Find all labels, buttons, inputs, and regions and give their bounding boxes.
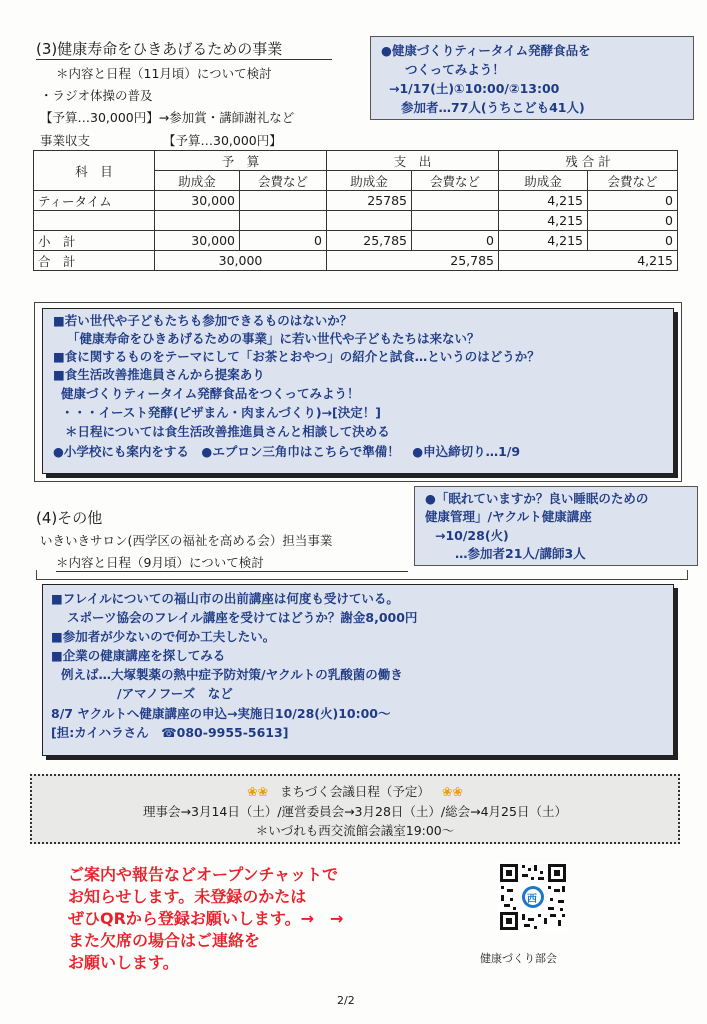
box1-line2: 「健康寿命をひきあげるための事業」に若い世代や子どもたちは来ない？ xyxy=(67,331,480,346)
cell xyxy=(240,211,327,231)
table-header-row xyxy=(34,151,678,171)
discussion-box-2 xyxy=(42,584,674,756)
header-balance: 残 合 計 xyxy=(499,151,678,171)
header-expense: 支 出 xyxy=(327,151,499,171)
notice-line2: お知らせします。未登録のかたは xyxy=(68,887,307,906)
sleep-note-line1: ●「眠れていますか？良い睡眠のための xyxy=(425,491,649,506)
section4-line2: ＊内容と日程（9月頃）について検討 xyxy=(56,553,408,572)
table-row xyxy=(34,191,678,211)
total-budget: 30,000 xyxy=(155,251,327,271)
table-row xyxy=(34,211,678,231)
cell: 4,215 xyxy=(499,231,588,251)
cell: 0 xyxy=(588,211,678,231)
notice-line4: また欠席の場合はご連絡を xyxy=(68,931,261,950)
section3-line1: ＊内容と日程（11月頃）について検討 xyxy=(56,66,272,81)
header-item: 科 目 xyxy=(34,151,155,191)
qr-center-logo: 西 xyxy=(527,894,537,905)
notice-line5: お願いします。 xyxy=(68,953,179,972)
table-row-subtotal xyxy=(34,231,678,251)
box2-line4: ■企業の健康講座を探してみる xyxy=(51,648,226,663)
box2-line3: ■参加者が少ないので何か工夫したい。 xyxy=(51,629,276,644)
section4-line1: いきいきサロン(西学区の福祉を高める会）担当事業 xyxy=(40,533,333,548)
box2-line7: 8/7 ヤクルトへ健康講座の申込→実施日10/28(火)10:00～ xyxy=(51,706,391,721)
qr-code[interactable] xyxy=(498,862,568,932)
box2-line5: 例えば…大塚製薬の熱中症予防対策/ヤクルトの乳酸菌の働き xyxy=(61,667,403,682)
box2-line1: ■フレイルについての福山市の出前講座は何度も受けている。 xyxy=(51,591,399,606)
flower-icon: ❀❀ xyxy=(441,784,463,799)
open-chat-notice xyxy=(68,864,343,974)
sleep-note-line2: 健康管理」/ヤクルト健康講座 xyxy=(425,509,592,524)
cell: 0 xyxy=(588,231,678,251)
notice-line3: ぜひQRから登録お願いします。→ → xyxy=(68,909,344,928)
cell: 25,785 xyxy=(327,231,412,251)
budget-table xyxy=(33,150,678,271)
total-expense: 25,785 xyxy=(327,251,499,271)
sleep-note-line4: …参加者21人/講師3人 xyxy=(455,546,586,561)
total-balance: 4,215 xyxy=(499,251,678,271)
box2-line8: [担:カイハラさん ☎080-9955-5613] xyxy=(51,725,289,740)
sub-grant: 助成金 xyxy=(327,171,412,191)
box1-line1: ■若い世代や子どもたちも参加できるものはないか？ xyxy=(53,313,353,328)
section3-title: (3)健康寿命をひきあげるための事業 xyxy=(36,38,332,60)
box2-line2: スポーツ協会のフレイル講座を受けてはどうか？謝金8,000円 xyxy=(67,610,418,625)
cell: 30,000 xyxy=(155,191,240,211)
notice-line1: ご案内や報告などオープンチャットで xyxy=(68,865,339,884)
cell xyxy=(240,191,327,211)
schedule-title-row xyxy=(32,782,678,800)
cell xyxy=(327,211,412,231)
sleep-note-line3: →10/28(火) xyxy=(435,528,509,543)
teatime-note xyxy=(370,36,694,120)
row-label: 合 計 xyxy=(34,251,155,271)
section4-title: (4)その他 xyxy=(36,509,103,527)
schedule-line1: 理事会→3月14日（土）/運営委員会→3月28日（土）/総会→4月25日（土） xyxy=(143,804,567,819)
cell: 0 xyxy=(588,191,678,211)
section3-line3: 【予算…30,000円】→参加賞・講師謝礼など xyxy=(40,110,295,125)
sub-grant: 助成金 xyxy=(155,171,240,191)
flower-icon: ❀❀ xyxy=(247,784,269,799)
page-number: 2/2 xyxy=(337,994,355,1007)
teatime-note-line2: つくってみよう！ xyxy=(405,62,505,77)
sleep-note xyxy=(414,486,698,566)
teatime-note-line1: ●健康づくりティータイム発酵食品を xyxy=(381,43,591,58)
section4-frame xyxy=(36,570,688,580)
sub-fee: 会費など xyxy=(412,171,499,191)
row-label: 小 計 xyxy=(34,231,155,251)
box1-line3: ■食に関するものをテーマにして「お茶とおやつ」の紹介と試食…というのはどうか？ xyxy=(53,349,540,364)
discussion-box-1 xyxy=(42,308,674,474)
cell: 0 xyxy=(240,231,327,251)
cell xyxy=(412,191,499,211)
cell: 4,215 xyxy=(499,211,588,231)
box1-line4: ■食生活改善推進員さんから提案あり xyxy=(53,367,265,382)
sub-grant: 助成金 xyxy=(499,171,588,191)
box1-line8: ●小学校にも案内をする ●エプロン三角巾はこちらで準備！ ●申込締切り…1/9 xyxy=(53,444,521,459)
teatime-note-line4: 参加者…77人(うちこども41人) xyxy=(401,100,585,115)
cell: 4,215 xyxy=(499,191,588,211)
row-label: ティータイム xyxy=(34,191,155,211)
cell: 30,000 xyxy=(155,231,240,251)
cell xyxy=(155,211,240,231)
cell xyxy=(412,211,499,231)
header-budget: 予 算 xyxy=(155,151,327,171)
sub-fee: 会費など xyxy=(240,171,327,191)
qr-caption: 健康づくり部会 xyxy=(480,952,557,965)
meeting-schedule xyxy=(30,774,680,844)
cell: 0 xyxy=(412,231,499,251)
section3-line2: ・ラジオ体操の普及 xyxy=(40,88,153,103)
box2-line6: /アマノフーズ など xyxy=(117,686,233,701)
cell: 25785 xyxy=(327,191,412,211)
table-row-total xyxy=(34,251,678,271)
teatime-note-line3: →1/17(土)①10:00/②13:00 xyxy=(389,81,560,96)
row-label xyxy=(34,211,155,231)
schedule-title: まちづく会議日程（予定） xyxy=(280,784,430,799)
sub-fee: 会費など xyxy=(588,171,678,191)
budget-value: 【予算…30,000円】 xyxy=(163,133,282,148)
box1-line7: ＊日程については食生活改善推進員さんと相談して決める xyxy=(65,424,390,439)
budget-label: 事業収支 xyxy=(40,133,91,148)
box1-line6: ・・・イースト発酵(ピザまん・肉まんづくり)→[決定！] xyxy=(61,405,381,420)
schedule-line2: ＊いづれも西交流館会議室19:00～ xyxy=(255,823,455,838)
box1-line5: 健康づくりティータイム発酵食品をつくってみよう！ xyxy=(61,386,360,401)
